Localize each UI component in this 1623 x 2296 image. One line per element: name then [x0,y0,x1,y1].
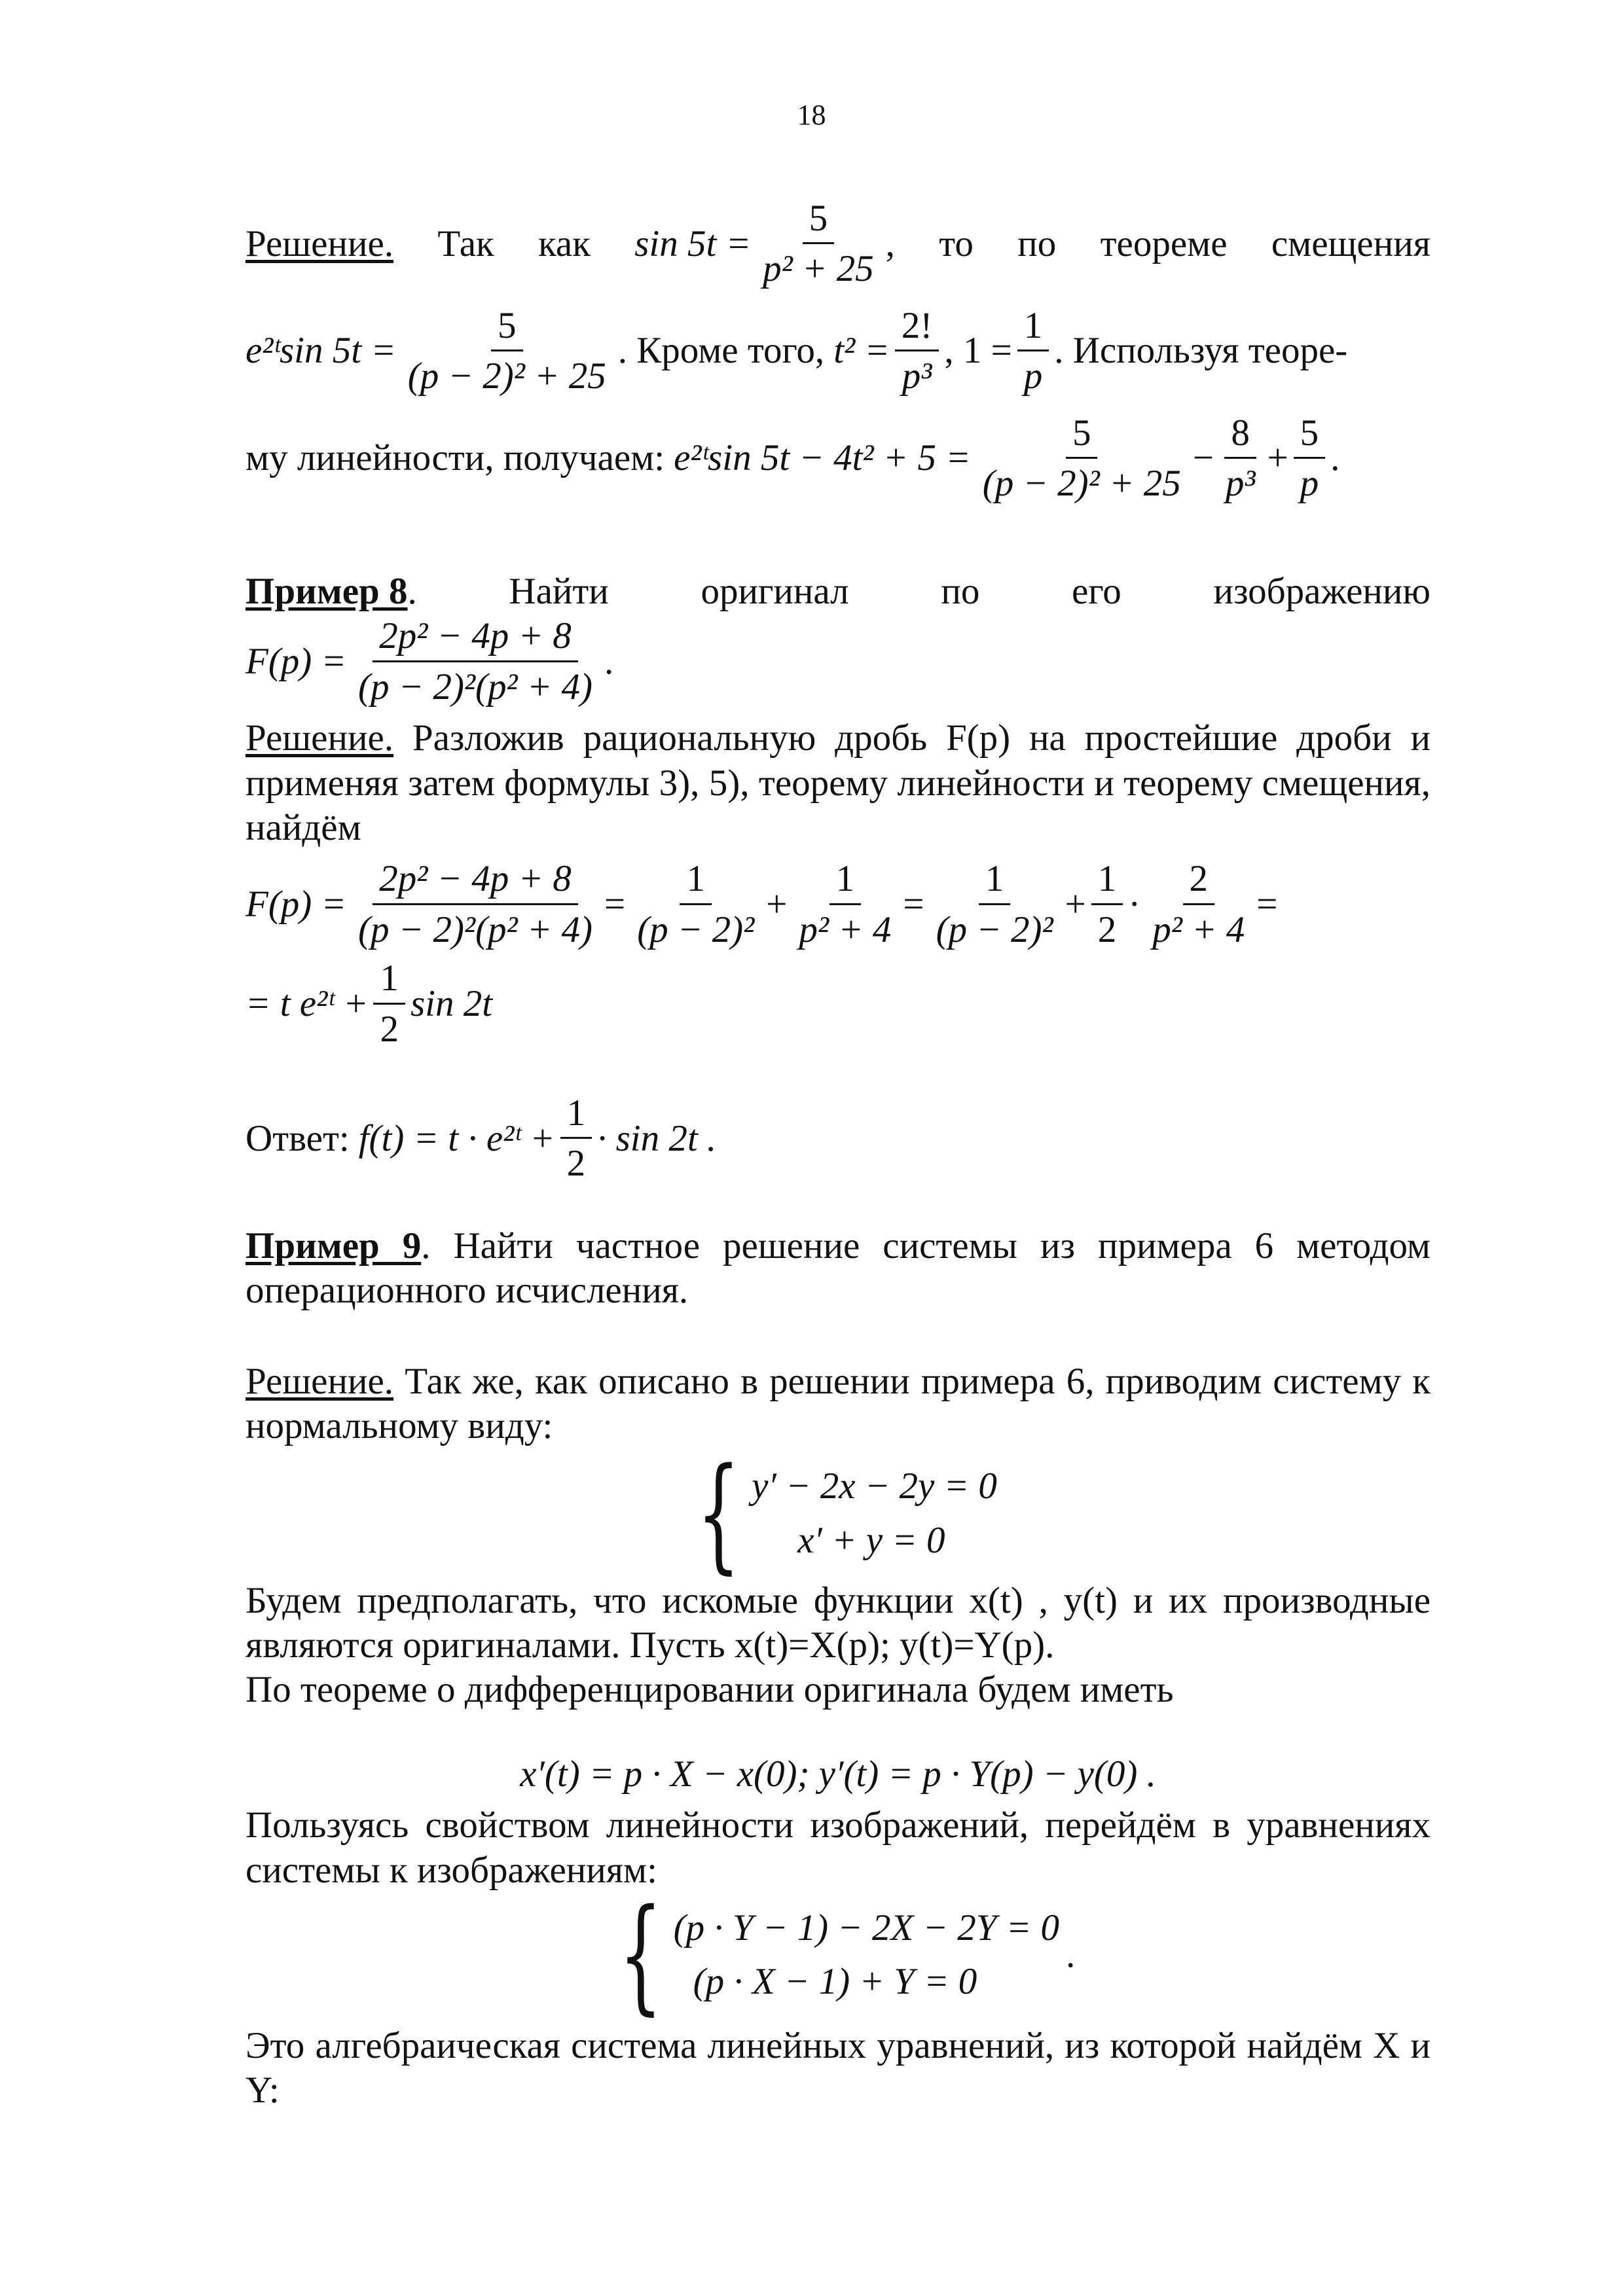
fraction-numerator: 2! [895,304,939,351]
fraction-denominator: p² + 4 [1152,908,1245,950]
one-lhs: , 1 = [944,330,1012,372]
solution-1 [246,196,1431,506]
sin5t-lhs: sin 5t = [634,223,752,264]
comma: , [885,223,895,264]
fraction-numerator: 8 [1224,411,1256,459]
word-po: по [941,571,980,612]
linearity-text: му линейности, получаем: [246,437,665,479]
word-ego: его [1072,571,1122,612]
solution-1-line-3 [246,411,1431,507]
fraction-denominator: p³ [902,355,932,397]
solution-1-line-1 [246,196,1431,292]
fraction-numerator: 5 [1066,411,1098,459]
solution-text: Разложив рациональную дробь F(p) на простейшие дроби и применяя затем формулы 3), 5), теорему линейности и теорему смещения, найдём [246,717,1431,848]
solution-label: Решение. [246,1360,393,1402]
fraction-eq-1 [352,857,599,952]
example-8-dot: . [407,571,417,612]
fraction-numerator: 5 [1294,411,1326,459]
paragraph-algebraic: Это алгебраическая система линейных уравнений, из которой найдём X и Y: [246,2024,1431,2111]
ispolzuya-text: . Используя теоре- [1054,330,1348,372]
example-8 [246,569,1431,1187]
fraction-denominator: 2 [380,1008,399,1050]
system-1-eq-2: x′ + y = 0 [797,1519,945,1561]
system-2-dot: . [1065,1933,1076,1975]
word-izobrazheniyu: изображению [1213,571,1431,612]
equals-sign: = [1256,884,1278,925]
fraction-denominator: (p − 2)² [637,908,755,950]
example-9-heading [246,1224,1431,1314]
fp-dot: . [604,641,614,683]
fraction-numerator: 1 [373,956,405,1004]
fraction-denominator: 2 [566,1143,586,1185]
decomposition-result [246,956,1431,1052]
example-9 [246,1224,1431,2113]
fraction-denominator: p [1023,355,1043,397]
solution-label: Решение. [246,223,393,264]
solution-label: Решение. [246,717,393,759]
example-9-label: Пример 9 [246,1225,422,1266]
example-8-heading [246,569,1431,614]
system-1-eq-1: y′ − 2x − 2y = 0 [752,1465,997,1507]
example-9-text: . Найти частное решение системы из примера 6 методом операционного исчисления. [246,1225,1431,1312]
example-8-answer [246,1091,1431,1187]
fraction-numerator: 1 [560,1091,593,1139]
fraction-denominator: p² + 4 [799,908,892,950]
answer-label: Ответ: [246,1117,350,1159]
word-nayti: Найти [509,571,609,612]
word-original: оригинал [701,571,849,612]
t2-lhs: t² = [833,330,890,372]
fraction-numerator: 2p² − 4p + 8 [373,614,578,662]
fraction-result [373,956,405,1052]
fraction-eq-4 [930,857,1060,952]
fraction-denominator: (p − 2)² + 25 [982,462,1181,504]
krome-togo-text: . Кроме того, [617,330,825,372]
fraction-eq-3 [792,857,898,952]
fraction-numerator: 1 [680,857,712,905]
left-brace: { [618,1882,663,2027]
eq-fp-lhs: F(p) = [246,884,346,925]
system-2-eq-1: (p · Y − 1) − 2X − 2Y = 0 [673,1907,1059,1948]
answer-rhs: · sin 2t . [597,1117,717,1159]
fraction-numerator: 1 [830,857,862,905]
plus-sign: + [766,884,788,925]
fraction-term-3 [1294,411,1326,507]
fraction-denominator: (p − 2)²(p² + 4) [358,666,593,708]
fraction-answer [560,1091,593,1187]
sin5t-formula [634,196,895,292]
fraction-eq-6 [1146,857,1251,952]
fraction-term-2 [1219,411,1262,507]
example-8-solution [246,716,1431,850]
fraction-fp [352,614,599,709]
dot-operator: · [1128,884,1141,925]
fraction-term-1 [976,411,1188,507]
equals-sign: = [903,884,924,925]
word-smeshcheniya: смещения [1271,223,1431,264]
fraction-shifted [401,304,613,399]
word-kak: как [538,223,591,264]
fraction-denominator: p³ [1225,462,1256,504]
left-brace: { [697,1441,740,1586]
fraction-denominator: 2 [1097,908,1117,950]
example-8-label: Пример 8 [246,571,408,612]
result-rhs: sin 2t [410,982,493,1024]
fp-lhs: F(p) = [246,641,346,683]
derivative-images [246,1752,1431,1797]
word-po: по [1017,223,1057,264]
word-to: то [939,223,974,264]
fraction-eq-2 [630,857,761,952]
fraction-numerator: 5 [491,304,523,351]
fraction-one [1017,304,1049,399]
e2t-sin5t-lhs: e²ᵗsin 5t = [246,330,396,372]
linearity-lhs: e²ᵗsin 5t − 4t² + 5 = [674,437,971,479]
plus-sign: + [1065,884,1086,925]
solution-text: Так же, как описано в решении примера 6, приводим систему к нормальному виду: [246,1360,1431,1447]
result-lhs: = t e²ᵗ + [246,982,369,1024]
answer-lhs: f(t) = t · e²ᵗ + [358,1117,555,1159]
system-1 [246,1441,1431,1586]
fraction-numerator: 1 [1017,304,1049,351]
plus-sign: + [1267,437,1288,479]
system-2 [246,1882,1431,2027]
fraction-numerator: 2p² − 4p + 8 [373,857,578,905]
fraction-numerator: 5 [803,196,835,244]
minus-sign: − [1192,437,1214,479]
fraction-denominator: p² + 25 [763,248,874,290]
example-8-fp [246,614,1431,709]
solution-1-line-2 [246,304,1431,399]
word-teoreme: теореме [1100,223,1228,264]
equals-sign: = [604,884,626,925]
fraction-denominator: (p − 2)²(p² + 4) [358,908,593,950]
word-tak: Так [437,223,494,264]
derivative-formula: x′(t) = p · X − x(0); y′(t) = p · Y(p) − y(0) . [520,1753,1156,1795]
system-2-eq-2: (p · X − 1) + Y = 0 [693,1960,977,2002]
fraction-t2 [895,304,939,399]
page-number: 18 [797,99,826,131]
paragraph-linearity: Пользуясь свойством линейности изображений, перейдём в уравнениях системы к изображениям: [246,1804,1431,1891]
example-9-solution [246,1359,1431,1449]
fraction-numerator: 2 [1183,857,1215,905]
paragraph-originals: Будем предполагать, что искомые функции x(t) , y(t) и их производные являются оригиналами. Пусть x(t)=X(p); y(t)=Y(p). [246,1579,1431,1666]
end-dot: . [1330,437,1340,479]
fraction-denominator: (p − 2)² [936,908,1053,950]
fraction-numerator: 1 [979,857,1011,905]
paragraph-differentiation: По теореме о дифференцировании оригинала будем иметь [246,1669,1174,1711]
fraction-sin5t [756,196,881,292]
fraction-denominator: (p − 2)² + 25 [407,355,606,397]
fraction-numerator: 1 [1091,857,1123,905]
fraction-eq-5 [1091,857,1123,952]
fraction-denominator: p [1300,462,1319,504]
decomposition-equation [246,857,1431,952]
